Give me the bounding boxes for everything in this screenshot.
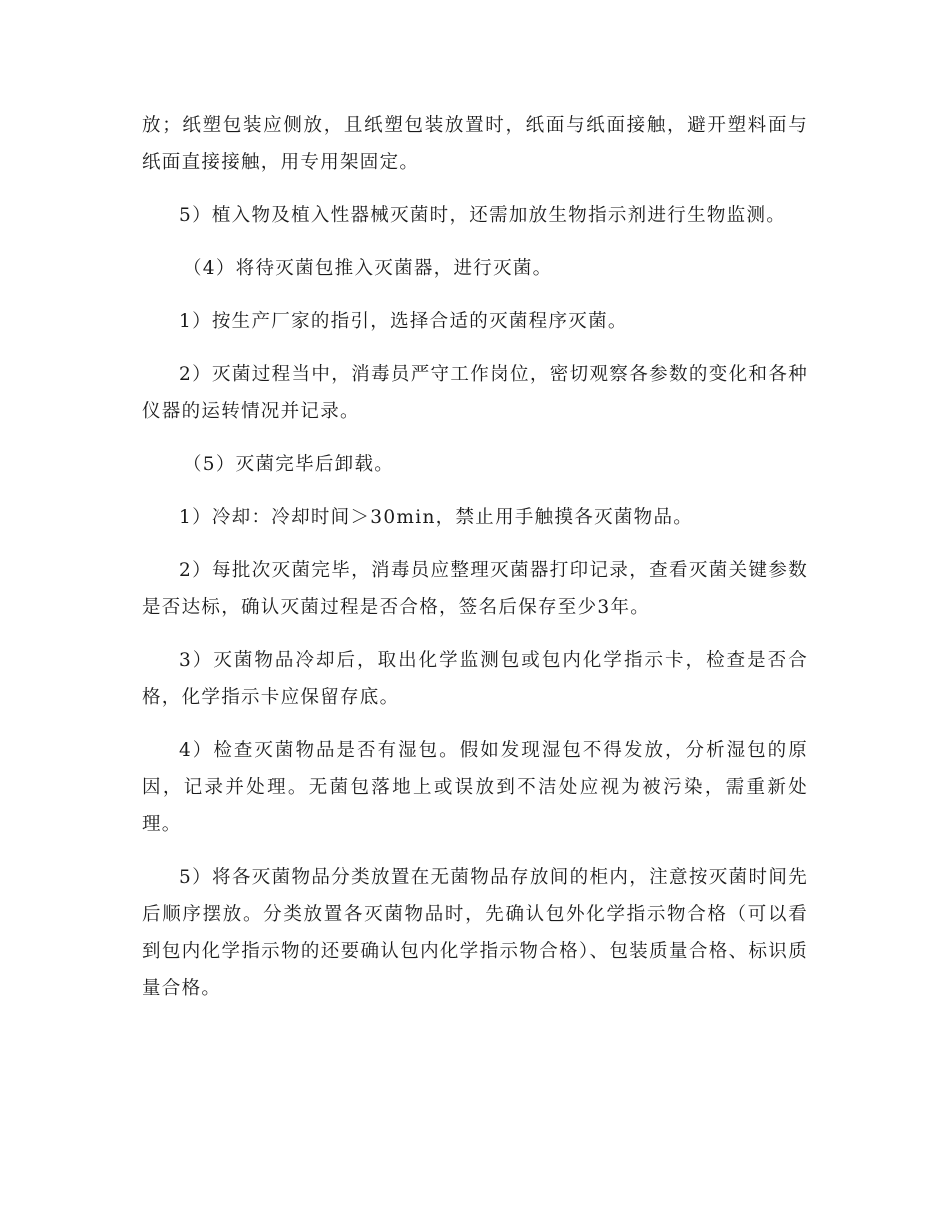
document-body xyxy=(142,107,808,1023)
paragraph-item-3-chemical-check: 3）灭菌物品冷却后，取出化学监测包或包内化学指示卡，检查是否合格，化学指示卡应保留存底。 xyxy=(142,650,808,708)
paragraph-item-2-monitoring: 2）灭菌过程当中，消毒员严守工作岗位，密切观察各参数的变化和各种仪器的运转情况并记录。 xyxy=(142,364,808,422)
paragraph-item-1-program: 1）按生产厂家的指引，选择合适的灭菌程序灭菌。 xyxy=(179,311,628,332)
paragraph-continuation: 放；纸塑包装应侧放，且纸塑包装放置时，纸面与纸面接触，避开塑料面与纸面直接接触，用专用架固定。 xyxy=(142,115,808,173)
paragraph-item-5-implants: 5）植入物及植入性器械灭菌时，还需加放生物指示剂进行生物监测。 xyxy=(179,205,787,226)
paragraph-item-4-wet-packs: 4）检查灭菌物品是否有湿包。假如发现湿包不得发放，分析湿包的原因，记录并处理。无菌包落地上或误放到不洁处应视为被污染，需重新处理。 xyxy=(142,740,808,835)
section-heading-5-unload: （5）灭菌完毕后卸载。 xyxy=(183,454,395,475)
paragraph-item-2-records: 2）每批次灭菌完毕，消毒员应整理灭菌器打印记录，查看灭菌关键参数是否达标，确认灭菌过程是否合格，签名后保存至少3年。 xyxy=(142,560,808,618)
section-heading-4-sterilize: （4）将待灭菌包推入灭菌器，进行灭菌。 xyxy=(183,258,553,279)
paragraph-item-1-cooling: 1）冷却：冷却时间＞30min，禁止用手触摸各灭菌物品。 xyxy=(179,507,694,528)
paragraph-item-5-storage: 5）将各灭菌物品分类放置在无菌物品存放间的柜内，注意按灭菌时间先后顺序摆放。分类放置各灭菌物品时，先确认包外化学指示物合格（可以看到包内化学指示物的还要确认包内化学指示物合格）、包装质量合格、标识质量合格。 xyxy=(142,867,808,999)
